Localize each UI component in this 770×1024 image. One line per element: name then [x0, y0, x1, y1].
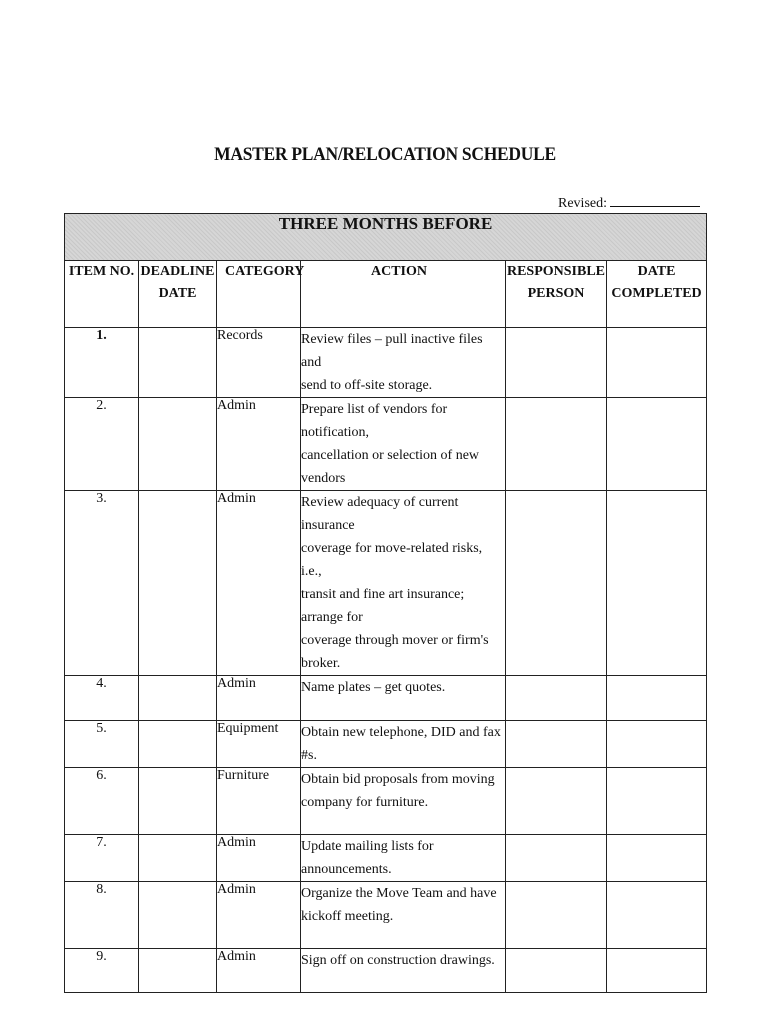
responsible-person-cell[interactable] — [506, 676, 607, 721]
action-line: company for furniture. — [301, 795, 429, 810]
deadline-cell[interactable] — [139, 491, 217, 676]
deadline-cell[interactable] — [139, 949, 217, 993]
responsible-person-cell[interactable] — [506, 328, 607, 398]
date-completed-cell[interactable] — [607, 676, 707, 721]
deadline-cell[interactable] — [139, 835, 217, 882]
action-line: Prepare list of vendors for notification, — [301, 402, 448, 440]
column-header-row — [65, 261, 707, 328]
revised-field — [558, 194, 700, 212]
date-completed-cell[interactable] — [607, 835, 707, 882]
item-number: 4. — [65, 676, 139, 721]
action-line: Update mailing lists for announcements. — [301, 839, 434, 877]
category-cell: Admin — [217, 949, 301, 993]
action-cell — [301, 676, 506, 721]
deadline-cell[interactable] — [139, 328, 217, 398]
table-row — [65, 491, 707, 676]
action-line: Review files – pull inactive files and — [301, 332, 483, 370]
table-row — [65, 721, 707, 768]
col-header-completed-line2: COMPLETED — [611, 286, 702, 301]
action-cell — [301, 949, 506, 993]
col-header-item-no: ITEM NO. — [65, 261, 139, 328]
table-row — [65, 768, 707, 835]
deadline-cell[interactable] — [139, 882, 217, 949]
item-number: 3. — [65, 491, 139, 676]
col-header-deadline-line1: DEADLINE — [140, 264, 215, 279]
table-row — [65, 835, 707, 882]
category-cell: Furniture — [217, 768, 301, 835]
item-number: 8. — [65, 882, 139, 949]
col-header-date-completed — [607, 261, 707, 328]
action-line: transit and fine art insurance; arrange for — [301, 587, 465, 625]
section-header-row — [65, 214, 707, 261]
col-header-action: ACTION — [301, 261, 506, 328]
col-header-responsible — [506, 261, 607, 328]
section-heading: THREE MONTHS BEFORE — [65, 214, 707, 261]
action-cell — [301, 328, 506, 398]
date-completed-cell[interactable] — [607, 721, 707, 768]
responsible-person-cell[interactable] — [506, 835, 607, 882]
category-cell: Equipment — [217, 721, 301, 768]
category-cell: Admin — [217, 676, 301, 721]
category-cell: Admin — [217, 882, 301, 949]
action-line: send to off-site storage. — [301, 378, 433, 393]
table-row — [65, 328, 707, 398]
item-number: 2. — [65, 398, 139, 491]
action-line: Review adequacy of current insurance — [301, 495, 459, 533]
action-line: coverage through mover or firm's broker. — [301, 633, 489, 671]
table-row — [65, 398, 707, 491]
col-header-category: CATEGORY — [217, 261, 301, 328]
date-completed-cell[interactable] — [607, 949, 707, 993]
item-number: 1. — [65, 328, 139, 398]
action-cell — [301, 768, 506, 835]
date-completed-cell[interactable] — [607, 328, 707, 398]
action-line: cancellation or selection of new vendors — [301, 448, 480, 486]
action-line: Name plates – get quotes. — [301, 680, 446, 695]
action-cell — [301, 882, 506, 949]
revised-label: Revised: — [558, 196, 607, 211]
category-cell: Admin — [217, 835, 301, 882]
deadline-cell[interactable] — [139, 676, 217, 721]
date-completed-cell[interactable] — [607, 491, 707, 676]
responsible-person-cell[interactable] — [506, 949, 607, 993]
responsible-person-cell[interactable] — [506, 882, 607, 949]
action-line: coverage for move-related risks, i.e., — [301, 541, 483, 579]
deadline-cell[interactable] — [139, 721, 217, 768]
schedule-body — [65, 328, 707, 993]
schedule-table — [64, 213, 707, 993]
action-line: Obtain bid proposals from moving — [301, 772, 495, 787]
action-line: Organize the Move Team and have — [301, 886, 497, 901]
date-completed-cell[interactable] — [607, 398, 707, 491]
col-header-deadline — [139, 261, 217, 328]
col-header-responsible-line1: RESPONSIBLE — [506, 264, 606, 279]
action-cell — [301, 398, 506, 491]
deadline-cell[interactable] — [139, 398, 217, 491]
col-header-completed-line1: DATE — [637, 264, 676, 279]
col-header-deadline-line2: DATE — [158, 286, 197, 301]
action-line: Obtain new telephone, DID and fax #s. — [301, 725, 501, 763]
table-row — [65, 676, 707, 721]
col-header-responsible-line2: PERSON — [527, 286, 585, 301]
responsible-person-cell[interactable] — [506, 398, 607, 491]
action-cell — [301, 721, 506, 768]
date-completed-cell[interactable] — [607, 882, 707, 949]
responsible-person-cell[interactable] — [506, 721, 607, 768]
document-title: MASTER PLAN/RELOCATION SCHEDULE — [214, 144, 556, 165]
action-line: Sign off on construction drawings. — [301, 953, 495, 968]
table-row — [65, 882, 707, 949]
deadline-cell[interactable] — [139, 768, 217, 835]
item-number: 6. — [65, 768, 139, 835]
item-number: 5. — [65, 721, 139, 768]
responsible-person-cell[interactable] — [506, 491, 607, 676]
category-cell: Admin — [217, 491, 301, 676]
item-number: 9. — [65, 949, 139, 993]
item-number: 7. — [65, 835, 139, 882]
table-row — [65, 949, 707, 993]
category-cell: Records — [217, 328, 301, 398]
revised-blank-line[interactable] — [610, 194, 700, 207]
responsible-person-cell[interactable] — [506, 768, 607, 835]
action-line: kickoff meeting. — [301, 909, 394, 924]
date-completed-cell[interactable] — [607, 768, 707, 835]
action-cell — [301, 491, 506, 676]
category-cell: Admin — [217, 398, 301, 491]
action-cell — [301, 835, 506, 882]
